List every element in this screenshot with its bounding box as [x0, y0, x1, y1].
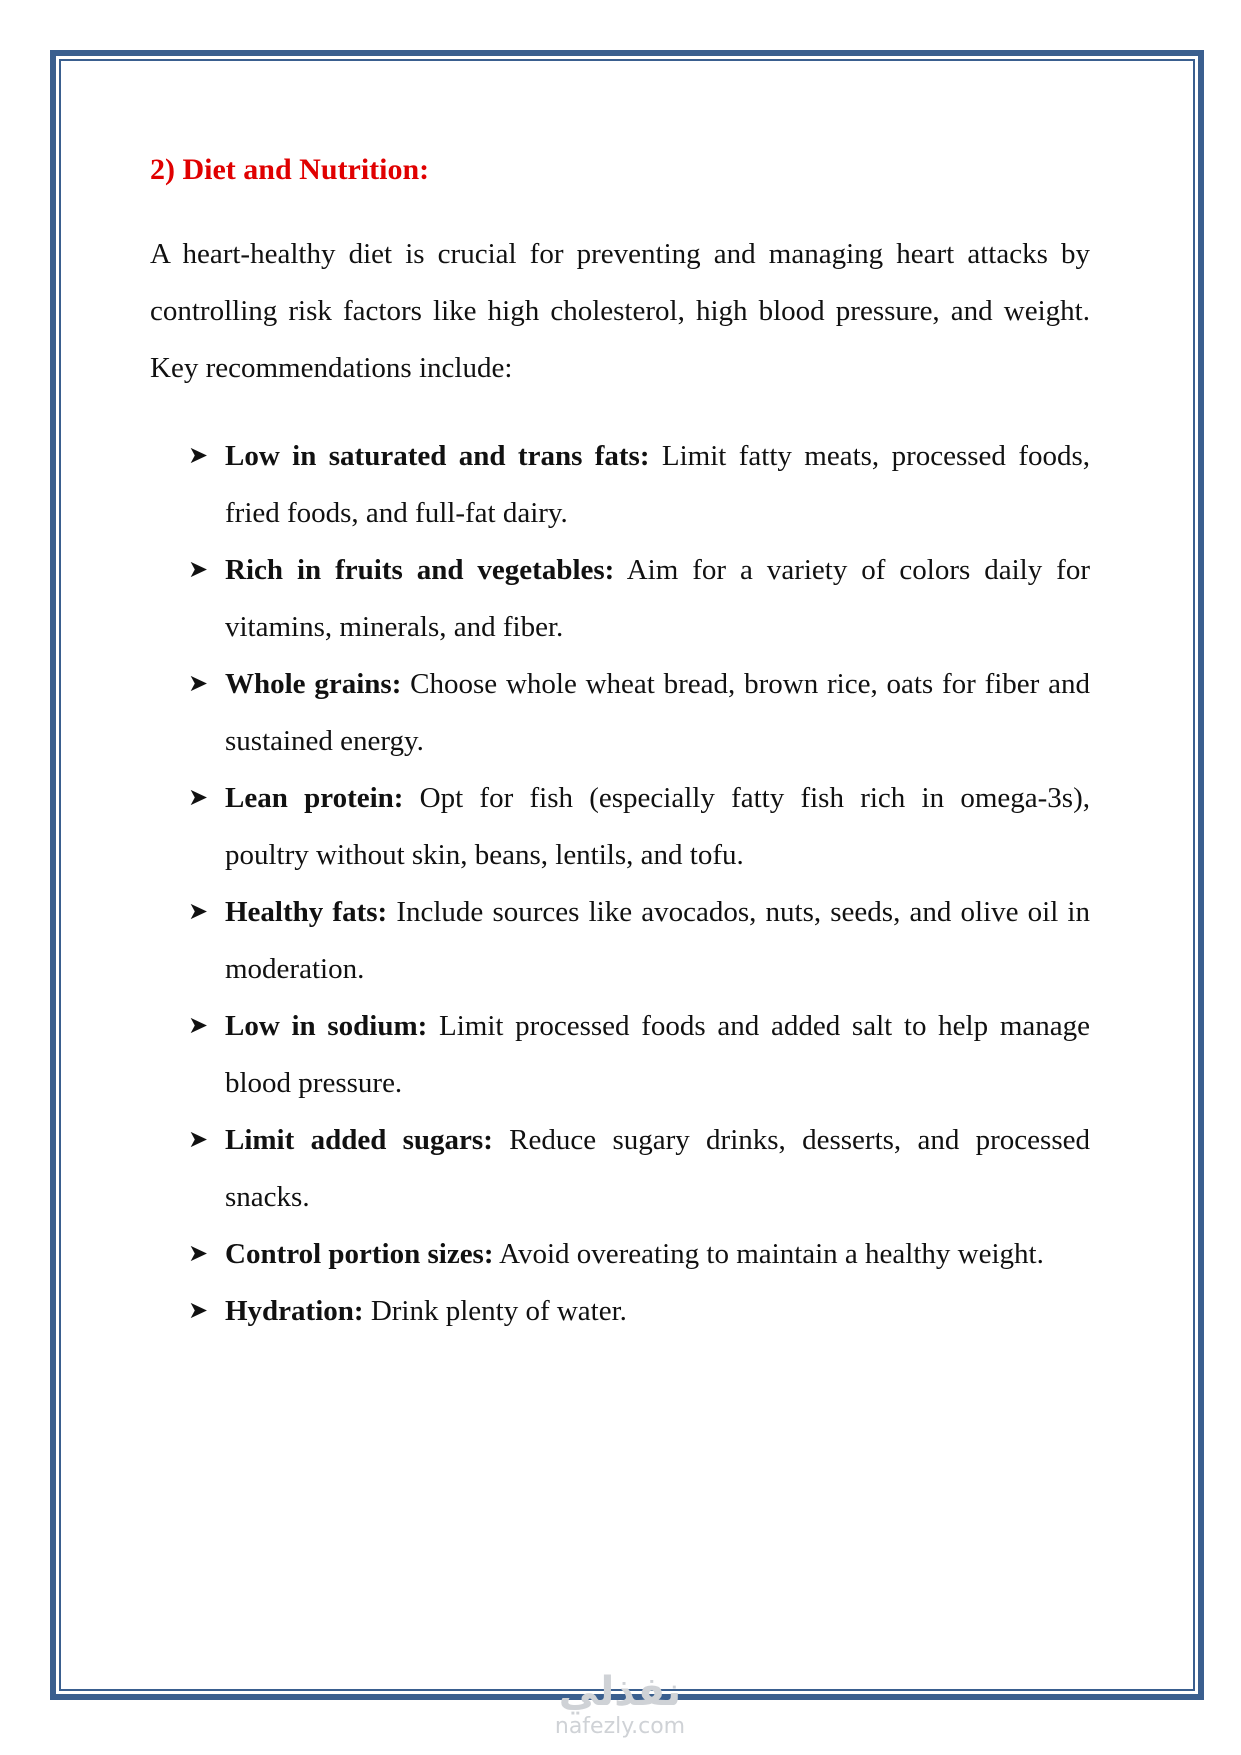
item-text: Limit processed foods and added salt to help manage blood pressure.: [225, 1010, 1090, 1099]
item-text: Choose whole wheat bread, brown rice, oats for fiber and sustained energy.: [225, 668, 1091, 757]
list-item: [150, 1112, 1090, 1226]
list-item: [150, 542, 1090, 656]
arrowhead-right-icon: ➤: [188, 557, 209, 583]
list-item: [150, 428, 1090, 542]
item-title: Low in saturated and trans fats:: [225, 440, 650, 472]
list-item: [150, 884, 1090, 998]
watermark-url: nafezly.com: [554, 1714, 686, 1739]
item-title: Healthy fats:: [225, 896, 388, 928]
item-text: Limit fatty meats, processed foods, fried foods, and full-fat dairy.: [225, 440, 1091, 529]
item-title: Control portion sizes:: [225, 1238, 494, 1270]
watermark: [540, 1670, 700, 1740]
item-title: Low in sodium:: [225, 1010, 428, 1042]
list-item: [150, 1226, 1090, 1283]
arrowhead-right-icon: ➤: [188, 671, 209, 697]
arrowhead-right-icon: ➤: [188, 899, 209, 925]
recommendations-list: [150, 428, 1090, 1340]
arrowhead-right-icon: ➤: [188, 785, 209, 811]
list-item: [150, 770, 1090, 884]
list-item: [150, 656, 1090, 770]
item-text: Include sources like avocados, nuts, seeds, and olive oil in moderation.: [225, 896, 1090, 985]
item-text: Drink plenty of water.: [363, 1295, 627, 1327]
item-title: Limit added sugars:: [225, 1124, 493, 1156]
arrowhead-right-icon: ➤: [188, 1013, 209, 1039]
item-text: Aim for a variety of colors daily for vitamins, minerals, and fiber.: [225, 554, 1090, 643]
arrowhead-right-icon: ➤: [188, 1298, 209, 1324]
item-text: Reduce sugary drinks, desserts, and processed snacks.: [225, 1124, 1090, 1213]
item-text: Opt for fish (especially fatty fish rich in omega-3s), poultry without skin, beans, lentils, and tofu.: [225, 782, 1090, 871]
watermark-logo: نفذلي: [558, 1669, 682, 1715]
item-title: Rich in fruits and vegetables:: [225, 554, 615, 586]
item-title: Lean protein:: [225, 782, 404, 814]
document-content: [150, 140, 1090, 1340]
list-item: [150, 1283, 1090, 1340]
item-title: Hydration:: [225, 1295, 364, 1327]
intro-paragraph: A heart-healthy diet is crucial for preventing and managing heart attacks by controlling risk factors like high cholesterol, high blood pressure, and weight. Key recommendations include:: [150, 238, 1090, 384]
arrowhead-right-icon: ➤: [188, 1127, 209, 1153]
list-item: [150, 998, 1090, 1112]
item-text: Avoid overeating to maintain a healthy weight.: [493, 1238, 1044, 1270]
arrowhead-right-icon: ➤: [188, 1241, 209, 1267]
item-title: Whole grains:: [225, 668, 402, 700]
arrowhead-right-icon: ➤: [188, 443, 209, 469]
section-heading: 2) Diet and Nutrition:: [150, 153, 430, 186]
